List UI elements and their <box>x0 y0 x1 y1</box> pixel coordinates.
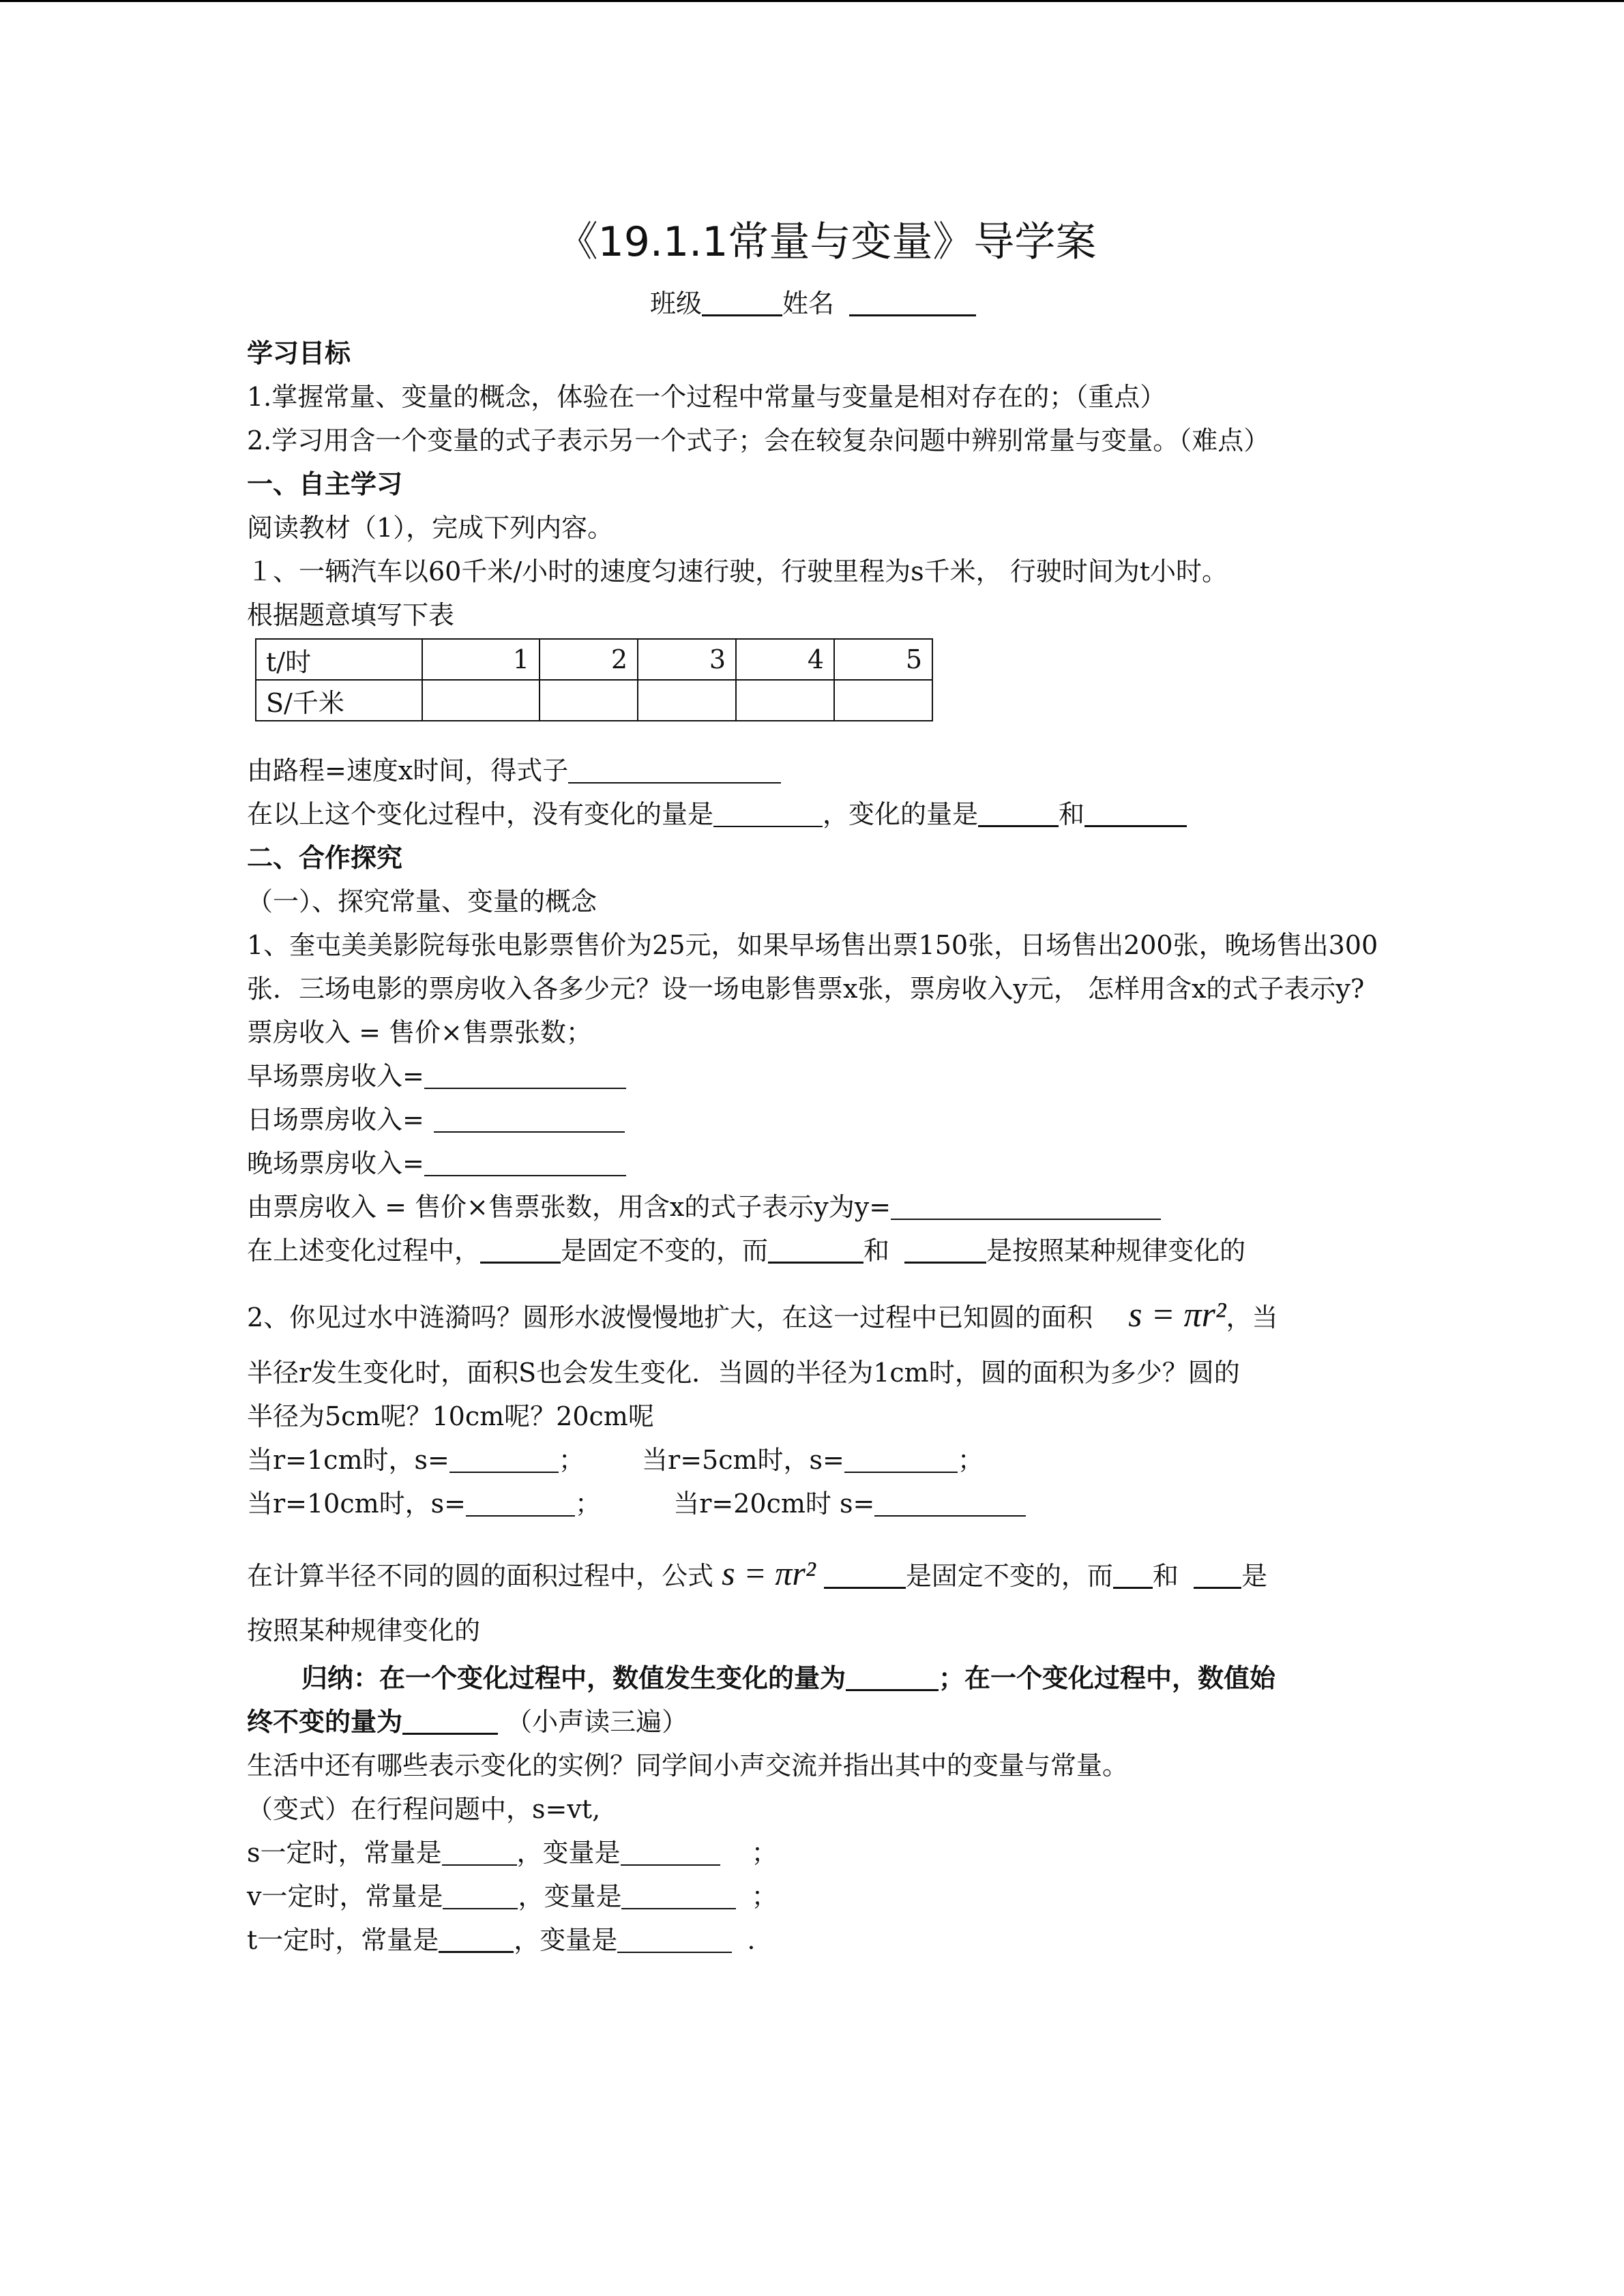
r20-blank[interactable] <box>874 1485 1026 1517</box>
y-expression-text: 由票房收入 = 售价×售票张数，用含x的式子表示y为y= <box>247 1192 891 1222</box>
r1-label: 当r=1cm时，s= <box>247 1445 449 1475</box>
formula-line <box>247 749 1379 792</box>
table-answer-cell[interactable] <box>638 680 736 721</box>
calc-var-blank-2[interactable] <box>1194 1557 1241 1589</box>
r1-semi: ； <box>558 1445 585 1475</box>
cinema-question: 1、奎屯美美影院每张电影票售价为25元，如果早场售出票150张，日场售出200张，晚场售出300张．三场电影的票房收入各多少元？设一场电影售票x张，票房收入y元， 怎样用含x的式子表示y? <box>247 930 1378 1004</box>
goal-item-1: 1.掌握常量、变量的概念，体验在一个过程中常量与变量是相对存在的；（重点） <box>247 382 1166 412</box>
time-distance-table <box>255 638 933 721</box>
fixed-variable-line <box>247 1229 1379 1272</box>
morning-blank[interactable] <box>424 1058 626 1089</box>
table-cell: 2 <box>540 639 638 680</box>
table-cell: 5 <box>834 639 932 680</box>
class-label: 班级 <box>649 288 702 318</box>
calc-line <box>247 1540 1379 1609</box>
fixed-text-b: 是固定不变的，而 <box>561 1236 769 1266</box>
evening-blank[interactable] <box>424 1145 626 1176</box>
s-fixed-line <box>247 1831 1379 1875</box>
subsection-1-heading: （一）、探究常量、变量的概念 <box>247 886 597 916</box>
morning-revenue-line <box>247 1054 1379 1098</box>
circle-area-formula: s = πr² <box>1128 1296 1226 1335</box>
summary-text-c: 终不变的量为 <box>247 1707 403 1737</box>
r5-semi: ； <box>957 1445 984 1475</box>
r5-blank[interactable] <box>844 1442 958 1473</box>
fill-table-instruction: 根据题意填写下表 <box>247 600 455 630</box>
name-label: 姓名 <box>782 288 834 318</box>
fixed-blank[interactable] <box>480 1232 561 1264</box>
class-blank[interactable] <box>702 284 782 316</box>
v-variable-blank[interactable] <box>621 1878 736 1909</box>
changing-blank-2[interactable] <box>904 1232 986 1264</box>
summary-line-1 <box>247 1656 1379 1700</box>
summary-text-d: （小声读三遍） <box>506 1707 688 1737</box>
read-instruction: 阅读教材（1），完成下列内容。 <box>247 513 614 543</box>
goal-item-2: 2.学习用含一个变量的式子表示另一个式子；会在较复杂问题中辨别常量与变量。（难点） <box>247 426 1270 456</box>
radius-line-2 <box>247 1482 1379 1525</box>
ripple-question-line-2: 半径r发生变化时，面积S也会发生变化．当圆的半径为1cm时，圆的面积为多少？圆的 <box>247 1358 1240 1388</box>
process-line <box>247 792 1379 836</box>
ripple-text-b: ，当 <box>1226 1302 1278 1332</box>
calc-text-b: 是固定不变的，而 <box>905 1561 1113 1591</box>
life-examples: 生活中还有哪些表示变化的实例？同学间小声交流并指出其中的变量与常量。 <box>247 1750 1129 1780</box>
t-constant-blank[interactable] <box>439 1921 514 1953</box>
table-answer-cell[interactable] <box>540 680 638 721</box>
table-cell: 1 <box>422 639 540 680</box>
table-answer-cell[interactable] <box>834 680 932 721</box>
variant-intro: （变式）在行程问题中，s=vt, <box>247 1794 601 1824</box>
y-expression-blank[interactable] <box>891 1189 1161 1220</box>
ripple-question-line-3: 半径为5cm呢？10cm呢？20cm呢 <box>247 1401 654 1431</box>
morning-label: 早场票房收入= <box>247 1061 424 1091</box>
table-row <box>256 639 932 680</box>
table-answer-cell[interactable] <box>736 680 834 721</box>
fixed-text-c: 和 <box>863 1236 890 1266</box>
t-var-label: ，变量是 <box>514 1925 618 1955</box>
v-fixed-label: v一定时，常量是 <box>247 1881 443 1911</box>
variable-blank-1[interactable] <box>978 795 1059 827</box>
table-row <box>256 680 932 721</box>
day-revenue-line <box>247 1098 1379 1142</box>
ripple-question-line-1 <box>247 1286 1379 1347</box>
ripple-text-a: 2、你见过水中涟漪吗？圆形水波慢慢地扩大，在这一过程中已知圆的面积 <box>247 1302 1093 1332</box>
t-fixed-line <box>247 1918 1379 1962</box>
changing-blank-1[interactable] <box>768 1232 863 1264</box>
r10-blank[interactable] <box>466 1485 575 1517</box>
r1-blank[interactable] <box>449 1442 559 1473</box>
process-text-c: 和 <box>1059 799 1085 829</box>
evening-label: 晚场票房收入= <box>247 1148 424 1178</box>
section1-heading: 一、自主学习 <box>247 469 403 499</box>
revenue-rule: 票房收入 = 售价×售票张数； <box>247 1017 592 1047</box>
s-variable-blank[interactable] <box>621 1834 720 1866</box>
calc-var-blank-1[interactable] <box>1113 1557 1153 1589</box>
summary-text-b: ；在一个变化过程中，数值始 <box>939 1663 1276 1693</box>
r10-label: 当r=10cm时，s= <box>247 1489 467 1519</box>
t-end: . <box>747 1925 756 1955</box>
process-text-b: ，变化的量是 <box>823 799 979 829</box>
fixed-text-d: 是按照某种规律变化的 <box>986 1236 1246 1266</box>
v-var-label: ，变量是 <box>518 1881 622 1911</box>
question-1-text: １、一辆汽车以60千米/小时的速度匀速行驶，行驶里程为s千米， 行驶时间为t小时。 <box>247 556 1228 586</box>
day-label: 日场票房收入= <box>247 1105 424 1135</box>
calc-text-d: 是 <box>1241 1561 1268 1591</box>
formula-blank[interactable] <box>568 752 781 784</box>
fixed-text-a: 在上述变化过程中， <box>247 1236 481 1266</box>
formula-line-text: 由路程=速度x时间，得式子 <box>247 756 569 786</box>
s-end: ； <box>751 1838 778 1868</box>
v-end: ； <box>751 1881 778 1911</box>
radius-line-1 <box>247 1438 1379 1482</box>
table-answer-cell[interactable] <box>422 680 540 721</box>
page-title: 《19.1.1常量与变量》导学案 <box>557 218 1097 266</box>
v-fixed-line <box>247 1875 1379 1918</box>
s-fixed-label: s一定时，常量是 <box>247 1838 442 1868</box>
name-blank[interactable] <box>849 284 976 316</box>
table-row-label-t: t/时 <box>256 639 422 680</box>
process-text-a: 在以上这个变化过程中，没有变化的量是 <box>247 799 714 829</box>
s-var-label: ，变量是 <box>516 1838 621 1868</box>
calc-formula: s = πr² <box>722 1554 816 1592</box>
calc-fixed-blank[interactable] <box>824 1557 906 1589</box>
summary-constant-blank[interactable] <box>402 1703 498 1735</box>
table-cell: 3 <box>638 639 736 680</box>
goals-heading: 学习目标 <box>247 338 351 368</box>
variable-blank-2[interactable] <box>1084 795 1187 827</box>
table-row-label-s: S/千米 <box>256 680 422 721</box>
r10-semi: ； <box>575 1489 602 1519</box>
summary-line-2 <box>247 1700 1379 1744</box>
s-constant-blank[interactable] <box>442 1834 517 1866</box>
spacer <box>247 721 1379 749</box>
calc-line-2: 按照某种规律变化的 <box>247 1615 481 1645</box>
t-variable-blank[interactable] <box>617 1922 732 1953</box>
worksheet <box>247 205 1379 1962</box>
y-expression-line <box>247 1185 1379 1229</box>
section2-heading: 二、合作探究 <box>247 843 403 873</box>
constant-blank[interactable] <box>713 796 823 827</box>
calc-text-a: 在计算半径不同的圆的面积过程中，公式 <box>247 1561 714 1591</box>
r5-label: 当r=5cm时，s= <box>642 1445 844 1475</box>
table-cell: 4 <box>736 639 834 680</box>
day-blank[interactable] <box>434 1101 625 1133</box>
page-top-border <box>0 0 1624 2</box>
r20-label: 当r=20cm时 s= <box>673 1489 875 1519</box>
v-constant-blank[interactable] <box>443 1878 518 1909</box>
summary-text-a: 归纳：在一个变化过程中，数值发生变化的量为 <box>301 1663 846 1693</box>
summary-variable-blank[interactable] <box>846 1659 939 1691</box>
class-name-line <box>247 280 1379 327</box>
evening-revenue-line <box>247 1142 1379 1185</box>
calc-text-c: 和 <box>1152 1561 1179 1591</box>
t-fixed-label: t一定时，常量是 <box>247 1925 439 1955</box>
